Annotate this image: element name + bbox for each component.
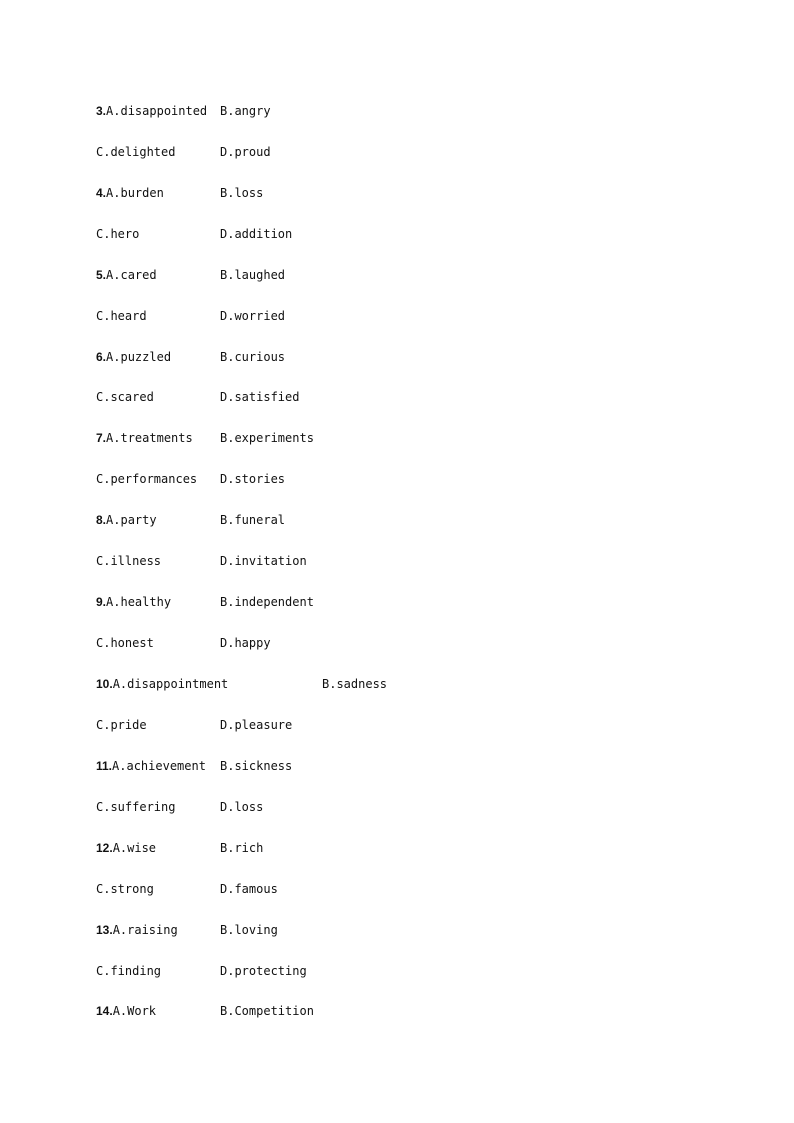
option-a-text: A.disappointment <box>112 677 229 691</box>
option-a-text: A.wise <box>112 841 157 855</box>
question-number: 10. <box>96 677 113 691</box>
question-8-option-a <box>96 512 157 528</box>
question-number: 3. <box>96 104 107 118</box>
question-12-option-c: C.strong <box>96 882 154 896</box>
question-12-option-b: B.rich <box>220 841 264 855</box>
question-number: 5. <box>96 268 107 282</box>
question-12-row-ab <box>96 840 264 856</box>
question-10-option-c: C.pride <box>96 718 147 732</box>
question-12-option-d: D.famous <box>220 882 278 896</box>
question-10-row-cd <box>96 717 293 733</box>
question-9-option-b: B.independent <box>220 595 314 609</box>
question-11-option-d: D.loss <box>220 800 264 814</box>
question-6-option-a <box>96 349 171 365</box>
question-11-row-cd <box>96 799 264 815</box>
question-7-row-ab <box>96 430 314 446</box>
question-number: 6. <box>96 350 107 364</box>
question-14-option-a <box>96 1003 156 1019</box>
question-5-option-a <box>96 267 157 283</box>
question-4-option-b: B.loss <box>220 186 264 200</box>
option-a-text: A.disappointed <box>106 104 208 118</box>
question-8-row-ab <box>96 512 286 528</box>
question-11-option-b: B.sickness <box>220 759 293 773</box>
question-13-option-c: C.finding <box>96 964 162 978</box>
question-number: 8. <box>96 513 107 527</box>
question-10-row-ab <box>96 676 388 692</box>
question-13-row-ab <box>96 922 278 938</box>
question-12-row-cd <box>96 881 278 897</box>
option-a-text: A.puzzled <box>106 350 172 364</box>
question-number: 11. <box>96 759 113 773</box>
question-4-option-a <box>96 185 164 201</box>
question-13-option-a <box>96 922 178 938</box>
question-6-option-d: D.satisfied <box>220 390 300 404</box>
question-number: 14. <box>96 1004 113 1018</box>
question-9-option-c: C.honest <box>96 636 154 650</box>
question-9-option-a <box>96 594 171 610</box>
question-5-option-c: C.heard <box>96 309 147 323</box>
question-13-row-cd <box>96 963 307 979</box>
question-8-option-b: B.funeral <box>220 513 286 527</box>
question-9-row-ab <box>96 594 314 610</box>
question-9-option-d: D.happy <box>220 636 271 650</box>
question-3-option-b: B.angry <box>220 104 271 118</box>
question-3-option-a <box>96 103 207 119</box>
question-4-row-ab <box>96 185 264 201</box>
question-7-option-c: C.performances <box>96 472 198 486</box>
question-3-option-c: C.delighted <box>96 145 176 159</box>
question-8-option-d: D.invitation <box>220 554 307 568</box>
question-14-row-ab <box>96 1003 314 1019</box>
question-7-option-b: B.experiments <box>220 431 314 445</box>
question-3-option-d: D.proud <box>220 145 271 159</box>
question-3-row-ab <box>96 103 271 119</box>
question-13-option-b: B.loving <box>220 923 278 937</box>
question-10-option-a <box>96 676 228 692</box>
question-8-row-cd <box>96 553 307 569</box>
question-9-row-cd <box>96 635 271 651</box>
option-a-text: A.cared <box>106 268 157 282</box>
question-5-option-b: B.laughed <box>220 268 286 282</box>
question-14-option-b: B.Competition <box>220 1004 314 1018</box>
question-6-option-b: B.curious <box>220 350 286 364</box>
option-a-text: A.healthy <box>106 595 172 609</box>
question-10-option-d: D.pleasure <box>220 718 293 732</box>
question-3-row-cd <box>96 144 271 160</box>
question-5-option-d: D.worried <box>220 309 286 323</box>
question-7-option-a <box>96 430 193 446</box>
question-4-option-d: D.addition <box>220 227 293 241</box>
question-number: 12. <box>96 841 113 855</box>
question-5-row-cd <box>96 308 286 324</box>
question-number: 9. <box>96 595 107 609</box>
option-a-text: A.treatments <box>106 431 193 445</box>
question-6-option-c: C.scared <box>96 390 154 404</box>
question-5-row-ab <box>96 267 286 283</box>
question-11-option-c: C.suffering <box>96 800 176 814</box>
question-number: 7. <box>96 431 107 445</box>
option-a-text: A.Work <box>112 1004 157 1018</box>
question-13-option-d: D.protecting <box>220 964 307 978</box>
question-7-row-cd <box>96 471 286 487</box>
question-11-row-ab <box>96 758 293 774</box>
question-7-option-d: D.stories <box>220 472 286 486</box>
question-4-row-cd <box>96 226 293 242</box>
question-number: 4. <box>96 186 107 200</box>
question-6-row-cd <box>96 389 300 405</box>
option-a-text: A.achievement <box>112 759 206 773</box>
question-11-option-a <box>96 758 206 774</box>
question-8-option-c: C.illness <box>96 554 162 568</box>
option-a-text: A.raising <box>112 923 178 937</box>
option-a-text: A.burden <box>106 186 164 200</box>
question-6-row-ab <box>96 349 286 365</box>
question-4-option-c: C.hero <box>96 227 140 241</box>
question-10-option-b: B.sadness <box>322 677 388 691</box>
question-12-option-a <box>96 840 156 856</box>
question-number: 13. <box>96 923 113 937</box>
option-a-text: A.party <box>106 513 157 527</box>
